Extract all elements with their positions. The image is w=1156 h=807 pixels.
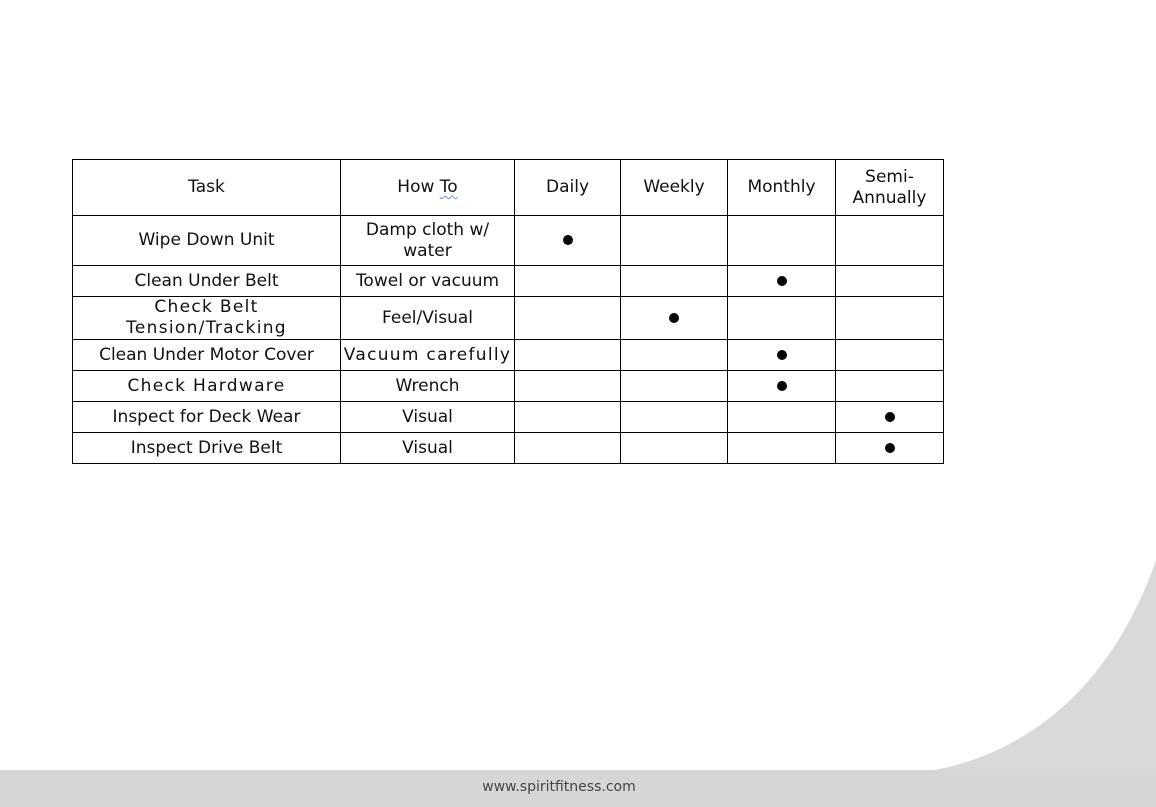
monthly-cell — [728, 340, 836, 371]
header-how-to-prefix: How — [397, 177, 440, 197]
daily-cell — [515, 402, 621, 433]
semi-annually-cell — [836, 297, 944, 340]
monthly-cell — [728, 297, 836, 340]
table-row — [73, 371, 944, 402]
daily-cell — [515, 216, 621, 266]
header-semi-line2: Annually — [852, 187, 927, 208]
how-to-line1: Damp cloth w/ — [365, 219, 490, 240]
semi-annually-cell — [836, 433, 944, 464]
footer-url: www.spiritfitness.com — [482, 779, 636, 795]
header-semi-annually — [836, 160, 944, 216]
how-to-cell: Visual — [341, 402, 515, 433]
task-cell: Inspect Drive Belt — [73, 433, 341, 464]
daily-cell — [515, 266, 621, 297]
header-monthly: Monthly — [728, 160, 836, 216]
header-row — [73, 160, 944, 216]
semi-annually-cell — [836, 371, 944, 402]
filled-circle-icon — [777, 350, 787, 360]
filled-circle-icon — [885, 412, 895, 422]
how-to-cell: Wrench — [341, 371, 515, 402]
task-cell: Clean Under Motor Cover — [73, 340, 341, 371]
monthly-cell — [728, 371, 836, 402]
filled-circle-icon — [669, 313, 679, 323]
monthly-cell — [728, 266, 836, 297]
header-how-to — [341, 160, 515, 216]
table-row — [73, 433, 944, 464]
daily-cell — [515, 433, 621, 464]
header-how-to-suffix: To — [439, 177, 458, 197]
monthly-cell — [728, 402, 836, 433]
task-cell: Check Belt Tension/Tracking — [73, 297, 341, 340]
task-cell: Check Hardware — [73, 371, 341, 402]
weekly-cell — [621, 297, 728, 340]
how-to-cell: Feel/Visual — [341, 297, 515, 340]
weekly-cell — [621, 371, 728, 402]
daily-cell — [515, 297, 621, 340]
task-cell: Inspect for Deck Wear — [73, 402, 341, 433]
table-row — [73, 266, 944, 297]
filled-circle-icon — [563, 235, 573, 245]
filled-circle-icon — [885, 443, 895, 453]
filled-circle-icon — [777, 381, 787, 391]
monthly-cell — [728, 433, 836, 464]
how-to-cell — [341, 216, 515, 266]
header-task: Task — [73, 160, 341, 216]
filled-circle-icon — [777, 276, 787, 286]
daily-cell — [515, 340, 621, 371]
task-cell: Wipe Down Unit — [73, 216, 341, 266]
maintenance-schedule-table — [72, 159, 944, 464]
semi-annually-cell — [836, 266, 944, 297]
header-daily: Daily — [515, 160, 621, 216]
how-to-cell: Visual — [341, 433, 515, 464]
table-row — [73, 216, 944, 266]
weekly-cell — [621, 433, 728, 464]
daily-cell — [515, 371, 621, 402]
how-to-line2: water — [403, 240, 452, 261]
semi-annually-cell — [836, 402, 944, 433]
table-row — [73, 340, 944, 371]
semi-annually-cell — [836, 340, 944, 371]
weekly-cell — [621, 216, 728, 266]
weekly-cell — [621, 266, 728, 297]
header-semi-line1: Semi- — [865, 166, 914, 187]
table-row — [73, 297, 944, 340]
task-cell: Clean Under Belt — [73, 266, 341, 297]
weekly-cell — [621, 402, 728, 433]
how-to-cell: Towel or vacuum — [341, 266, 515, 297]
header-weekly: Weekly — [621, 160, 728, 216]
how-to-cell: Vacuum carefully — [341, 340, 515, 371]
monthly-cell — [728, 216, 836, 266]
table-row — [73, 402, 944, 433]
weekly-cell — [621, 340, 728, 371]
semi-annually-cell — [836, 216, 944, 266]
